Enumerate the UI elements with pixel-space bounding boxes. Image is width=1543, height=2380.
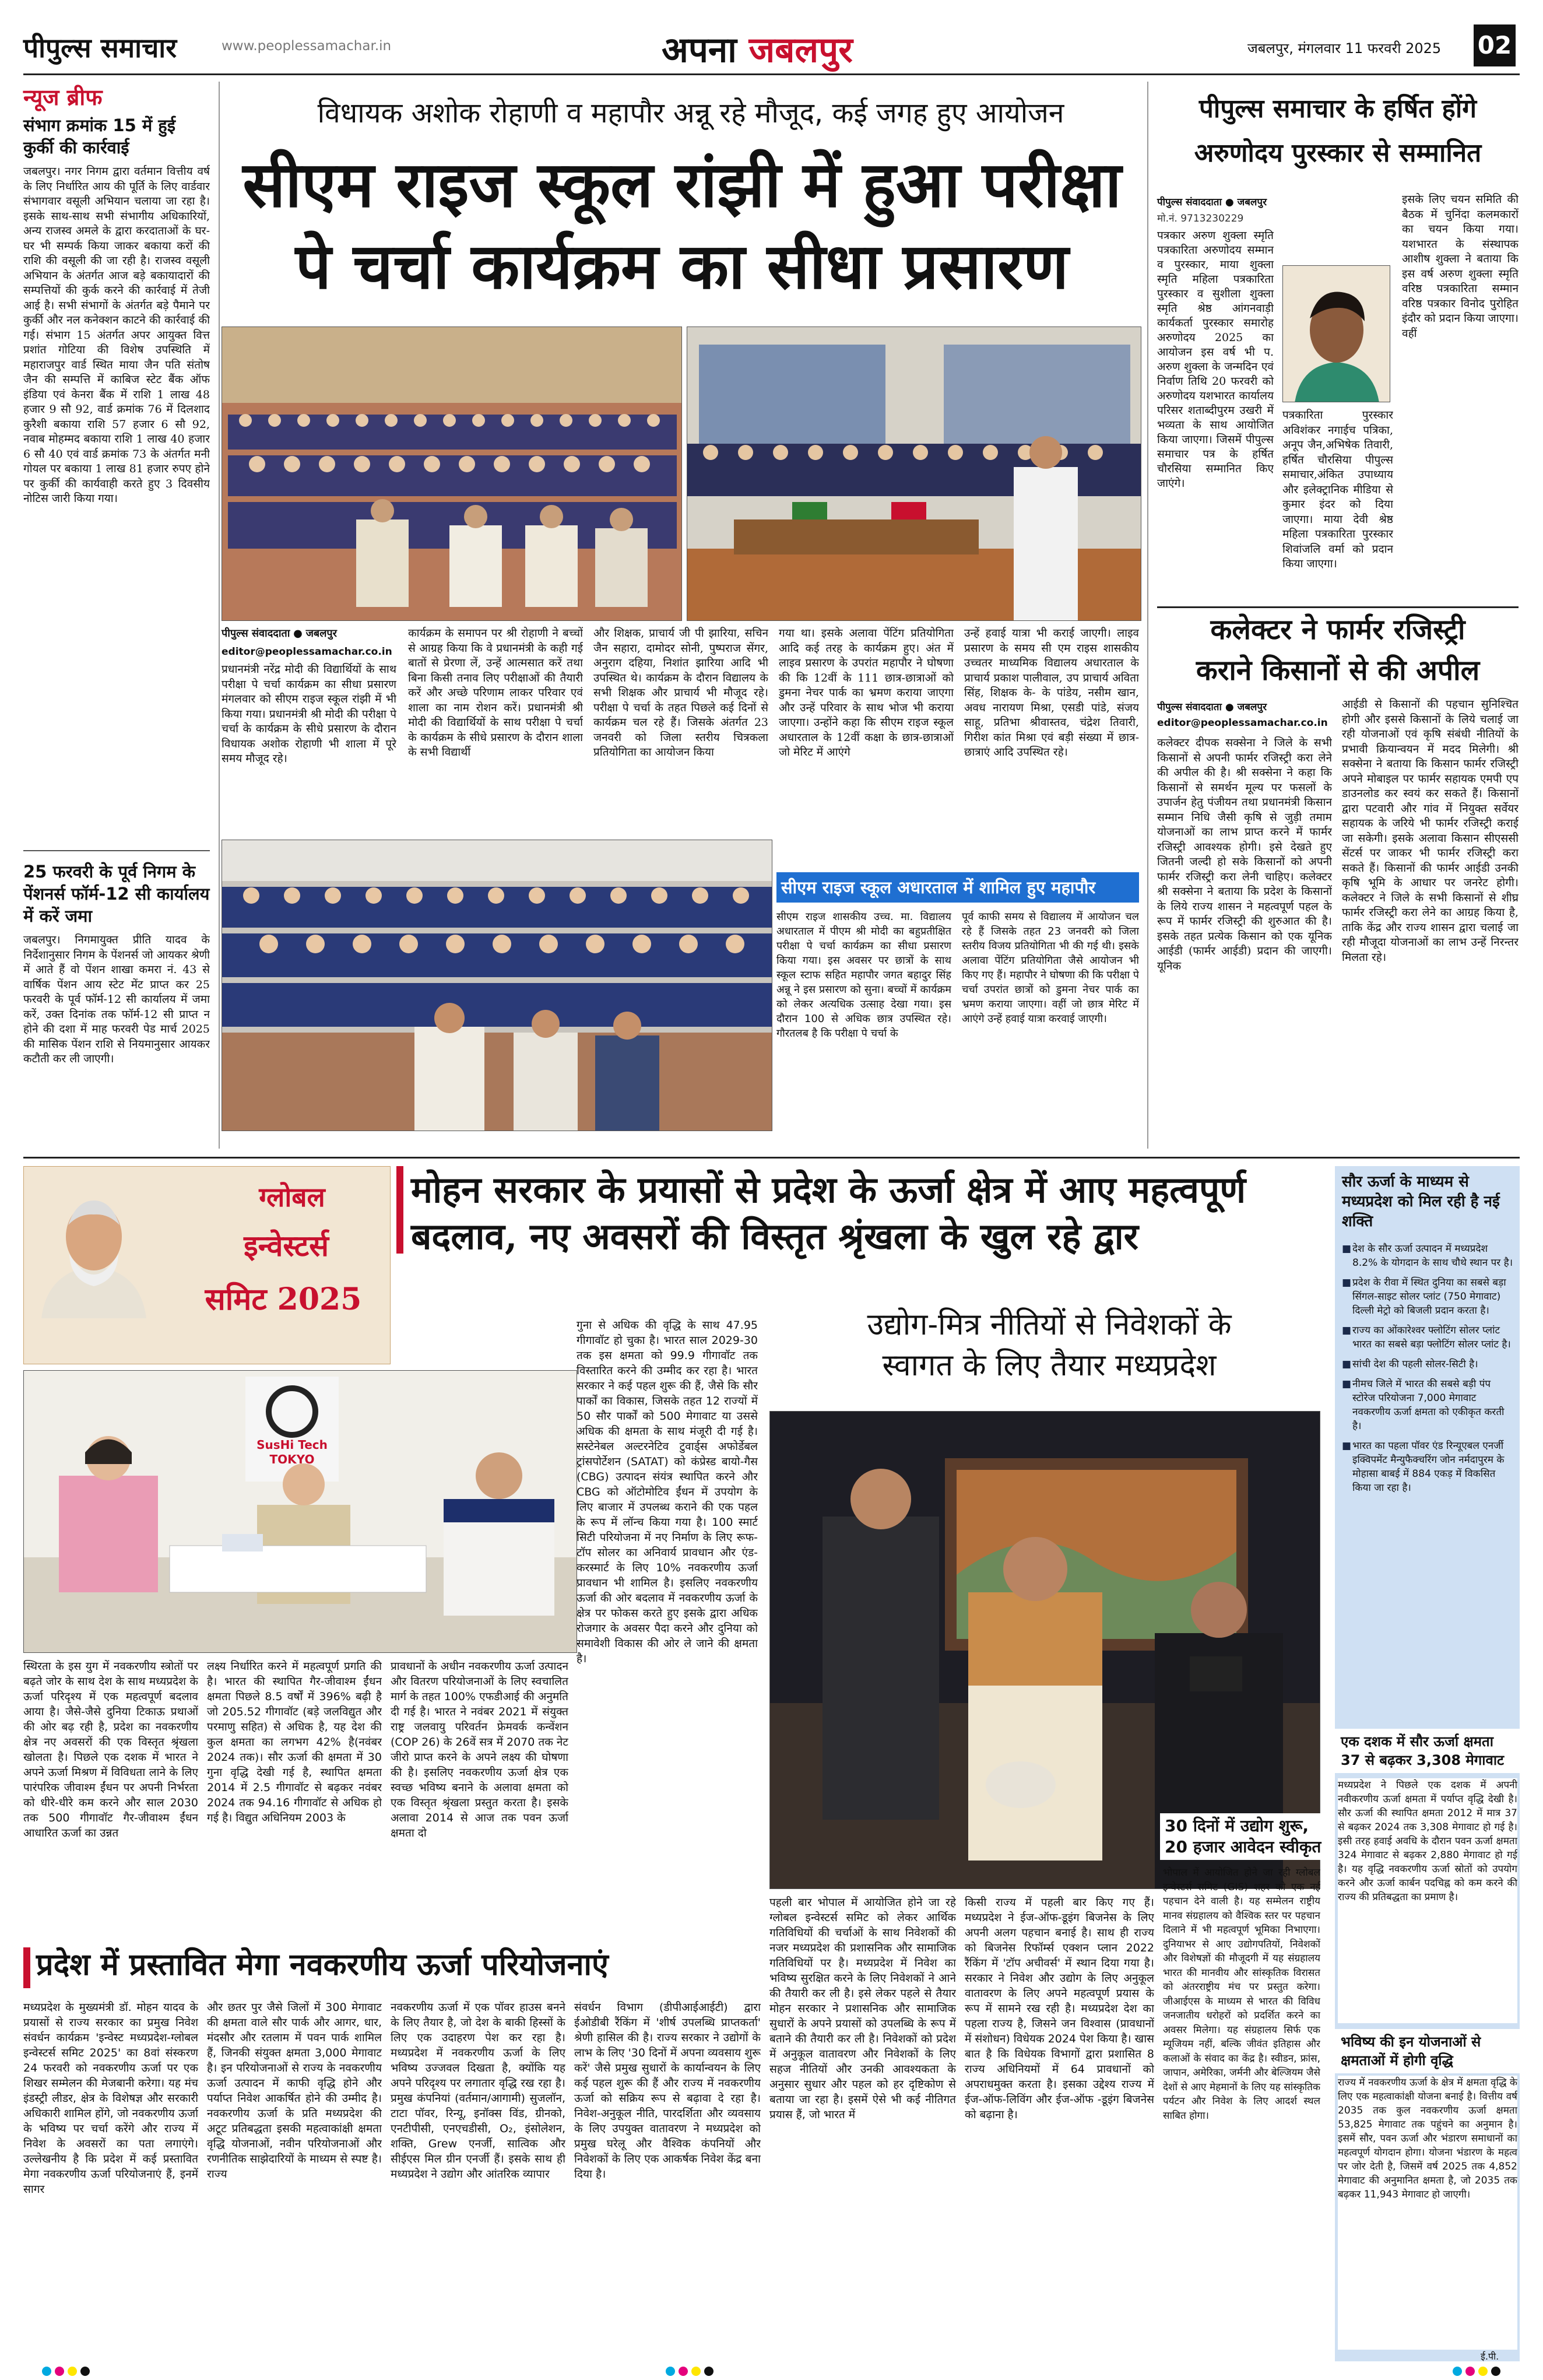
caption-line-2: 20 हजार आवेदन स्वीकृत xyxy=(1165,1837,1321,1856)
section-title xyxy=(662,24,853,72)
gis-photo-caption xyxy=(1160,1813,1326,1860)
bullet-item: ■ प्रदेश के रीवा में स्थित दुनिया का सबसे बड़ा सिंगल-साइट सोलर प्लांट (750 मेगावाट) दिल्ली मेट्रो को बिजली प्रदान करता है। xyxy=(1342,1277,1506,1317)
bullet-item: ■ राज्य का ओंकारेश्वर फ्लोटिंग सोलर प्लांट भारत का सबसे बड़ा फ्लोटिंग सोलर प्लांट है। xyxy=(1342,1325,1511,1350)
byline-name: पीपुल्स संवाददाता xyxy=(1157,701,1222,713)
gis-badge-line-3: समिट 2025 xyxy=(205,1282,362,1317)
sub-story-headline: सीएम राइज स्कूल अधारताल में शामिल हुए महापौर xyxy=(776,872,1139,903)
bullet-item: ■ भारत का पहला पॉवर एंड रिन्यूएबल एनर्जी इक्विपमेंट मैन्युफैक्चरिंग जोन नर्मदापुरम के मोहासा बाबई में 884 एकड़ में विकसित किया जा रहा है। xyxy=(1342,1440,1505,1494)
sidebar-para-2: मध्यप्रदेश ने पिछले एक दशक में अपनी नवीकरणीय ऊर्जा क्षमता में पर्याप्त वृद्धि देखी है। सौर ऊर्जा की स्थापित क्षमता 2012 में मात्र 37 से बढ़कर 2024 तक 3,308 मेगावाट हो गई है। इसी तरह हवाई अवधि के दौरान पवन ऊर्जा क्षमता 324 मेगावाट से बढ़कर 2,880 मेगावाट हो गई है। यह वृद्धि नवकरणीय ऊर्जा स्रोतों को उपयोग करने और ऊर्जा कार्बन पदचिह्न को कम करने की राज्य की प्रतिबद्धता का प्रमाण है। xyxy=(1338,1778,1517,2023)
sidebar-subhead-2: एक दशक में सौर ऊर्जा क्षमता 37 से बढ़कर 3,308 मेगावाट xyxy=(1335,1729,1520,1773)
col-divider xyxy=(1147,82,1148,1149)
gis-meeting-photo xyxy=(23,1370,577,1653)
bullet-text: राज्य का ओंकारेश्वर फ्लोटिंग सोलर प्लांट भारत का सबसे बड़ा फ्लोटिंग सोलर प्लांट है। xyxy=(1352,1325,1511,1350)
brief-2-body: जबलपुर। निगमायुक्त प्रीति यादव के निर्देशानुसार निगम के पेंशनर्स जो आयकर श्रेणी में आते हैं वो पेंशन शाखा कमरा नं. 43 से वार्षिक पेंशन आय स्टेट मेंट प्राप्त कर 25 फरवरी के पूर्व फॉर्म-12 सी कार्यालय में जमा करें, उक्त दिनांक तक फॉर्म-12 सी प्राप्त न होने की दशा में माह फरवरी पेड मार्च 2025 की मासिक पेंशन राशि से नियमानुसार आयकर कटौती कर ली जाएगी। xyxy=(23,933,210,1065)
byline-name: पीपुल्स संवाददाता xyxy=(222,627,290,640)
gis-badge xyxy=(23,1166,391,1364)
lead-col-4: गया था। इसके अलावा पेंटिंग प्रतियोगिता आदि कई तरह के कार्यक्रम हुए। अंत में लाइव प्रसारण के उपरांत महापौर ने घोषणा की कि 12वीं के 111 छात्र-छात्राओं को डुमना नेचर पार्क का भ्रमण कराया जाएगा और उन्हें परिवार के साथ भोज भी कराया जाएगा। उन्होंने कहा कि सीएम राइज स्कूल अधारताल के 12वीं कक्षा के छात्र-छात्राओं जो मेरिट में आएंगे xyxy=(779,627,954,759)
byline-city: जबलपुर xyxy=(1237,701,1267,713)
gis-bottom-col-2: किसी राज्य में पहली बार किए गए हैं। मध्यप्रदेश ने ईज-ऑफ-डूइंग बिजनेस के लिए अपनी अलग पहचान बनाई है। साथ ही राज्य को बिजनेस रिफॉर्म्स एक्शन प्लान 2022 रैंकिंग में 'टॉप अचीवर्स' में स्थान दिया गया है। सरकार ने निवेश और उद्योग के लिए अनुकूल वातावरण के लिए अपने महत्वपूर्ण प्रयास के रूप में सामने रख रही है। मध्यप्रदेश देश का पहला राज्य है, जिसने जन विश्वास (प्रावधानों में संशोधन) विधेयक 2024 पेश किया है। खास बात है कि विधेयक विभागों द्वारा प्रशासित 8 राज्य अधिनियमों में 64 प्रावधानों को अपराधमुक्त करता है। इसका उद्देश्य राज्य में ईज-ऑफ-लिविंग और ईज-ऑफ -डूइंग बिजनेस को बढ़ाना है। xyxy=(965,1896,1154,2121)
byline-name: पीपुल्स संवाददाता xyxy=(1157,196,1222,208)
sidebar-subhead-3: भविष्य की इन योजनाओं से क्षमताओं में होगी वृद्धि xyxy=(1335,2029,1520,2073)
dateline: जबलपुर, मंगलवार 11 फरवरी 2025 xyxy=(1247,40,1442,57)
section-prefix: अपना xyxy=(662,30,737,71)
award-col-1: पत्रकार अरुण शुक्ला स्मृति पत्रकारिता अरुणोदय सम्मान व पुरस्कार, माया शुक्ला स्मृति महिला पत्रकारिता पुरस्कार व सुशीला शुक्ला स्मृति श्रेष्ठ आंगनवाड़ी कार्यकर्ता पुरस्कार समारोह अरुणोदय 2025 का आयोजन इस वर्ष भी प. अरुण शुक्ला के जन्मदिन एवं निर्वाण तिथि 20 फरवरी को अरुणोदय यशभारत कार्यालय परिसर शताब्दीपुरम उखरी में भव्यता के साथ आयोजित किया जाएगा। जिसमें पीपुल्स समाचार पत्र के हर्षित चौरसिया सम्मानित किए जाएंगे। xyxy=(1157,229,1274,490)
collector-byline: पीपुल्स संवाददाता ● जबलपुर xyxy=(1157,701,1267,713)
lead-headline-1: सीएम राइज स्कूल रांझी में हुआ परीक्षा xyxy=(242,149,1122,222)
gis-right-col: भोपाल में आयोजित होने जा रही ग्लोबल इन्वेस्टर्स समिट (GIS) शहर को एक नई पहचान देने वाली है। यह सम्मेलन राष्ट्रीय मानव संग्रहालय को वैश्विक स्तर पर पहचान दिलाने में भी महत्वपूर्ण भूमिका निभाएगा। दुनियाभर से आए उद्योगपतियों, निवेशकों और विशेषज्ञों की मौजूदगी में यह संग्रहालय भारत की मानवीय और सांस्कृतिक विरासत को अंतरराष्ट्रीय मंच पर प्रस्तुत करेगा। जीआईएस के माध्यम से भारत की विविध जनजातीय धरोहरों को प्रदर्शित करने का अवसर मिलेगा। यह संग्रहालय सिर्फ एक म्यूजियम नहीं, बल्कि जीवंत इतिहास और कलाओं के संवाद का केंद्र है। स्वीडन, फ्रांस, जापान, अमेरिका, जर्मनी और बेल्जियम जैसे देशों से आए मेहमानों के लिए यह सांस्कृतिक पर्यटन और निवेश के लिए आदर्श स्थल साबित होगा। xyxy=(1163,1867,1320,2122)
lead-photo-students xyxy=(222,840,772,1131)
bullet-text: देश के सौर ऊर्जा उत्पादन में मध्यप्रदेश 8.2% के योगदान के साथ चौथे स्थान पर है। xyxy=(1352,1243,1513,1269)
gis-badge-line-1: ग्लोबल xyxy=(259,1181,325,1213)
caption-line-1: 30 दिनों में उद्योग शुरू, xyxy=(1165,1816,1309,1835)
brief-divider xyxy=(23,850,210,851)
lead-photo-mayor xyxy=(687,327,1141,621)
collector-email: editor@peoplessamachar.co.in xyxy=(1157,717,1328,729)
sign-text-2: TOKYO xyxy=(269,1452,315,1466)
bullet-text: सांची देश की पहली सोलर-सिटी है। xyxy=(1352,1359,1478,1370)
gis-subhead-1: उद्योग-मित्र नीतियों से निवेशकों के xyxy=(867,1307,1232,1342)
lead-kicker: विधायक अशोक रोहाणी व महापौर अन्नू रहे मौजूद, कई जगह हुए आयोजन xyxy=(317,97,1064,129)
byline-city: जबलपुर xyxy=(1237,196,1267,208)
lead-col-1: प्रधानमंत्री नरेंद्र मोदी की विद्यार्थियों के साथ परीक्षा पे चर्चा कार्यक्रम का सीधा प्रसारण मंगलवार को सीएम राइज स्कूल रांझी में भी किया गया। प्रधानमंत्री श्री मोदी की परीक्षा पे चर्चा के कार्यक्रम के सीधे प्रसारण के दौरान विधायक अशोक रोहाणी भी शाला में पूरे समय मौजूद रहे। xyxy=(222,663,396,765)
sidebar-bullets xyxy=(1342,1242,1514,1501)
mega-col-4: संवर्धन विभाग (डीपीआईआईटी) द्वारा ईओडीबी रैंकिंग में 'शीर्ष उपलब्धि प्राप्तकर्ता' श्रेणी हासिल की है। राज्य सरकार ने उद्योगों के लाभ के लिए '30 दिनों में अपना व्यवसाय शुरू करें' जैसे प्रमुख सुधारों के कार्यान्वयन के लिए कई पहल शुरू की हैं और राज्य में नवकरणीय ऊर्जा को सक्रिय रूप से बढ़ावा दे रहा है। निवेश-अनुकूल नीति, पारदर्शिता और व्यवसाय के लिए उपयुक्त वातावरण ने मध्यप्रदेश को प्रमुख घरेलू और वैश्विक कंपनियों और निवेशकों के लिए एक आकर्षक निवेश केंद्र बना दिया है। xyxy=(574,2001,761,2181)
masthead-rule xyxy=(23,73,1520,75)
award-portrait xyxy=(1282,265,1390,402)
sidebar-para-3: राज्य में नवकरणीय ऊर्जा के क्षेत्र में क्षमता वृद्धि के लिए एक महत्वाकांक्षी योजना बनाई है। वित्तीय वर्ष 2035 तक कुल नवकरणीय ऊर्जा क्षमता 53,825 मेगावाट तक पहुंचने का अनुमान है। इसमें सौर, पवन ऊर्जा और भंडारण समाधानों का महत्वपूर्ण योगदान होगा। योजना भंडारण के महत्व पर जोर देती है, जिसमें वर्ष 2025 तक 4,852 मेगावाट की अनुमानित क्षमता है, जो 2035 तक बढ़कर 11,943 मेगावाट हो जाएगी। xyxy=(1338,2076,1517,2350)
gis-bottom-col-1: पहली बार भोपाल में आयोजित होने जा रहे ग्लोबल इन्वेस्टर्स समिट को लेकर आर्थिक गतिविधियों की चर्चाओं के साथ निवेशकों की नजर मध्यप्रदेश की प्रशासनिक और सामाजिक गतिविधियों पर है। मध्यप्रदेश में निवेश का भविष्य सुरक्षित करने के लिए निवेशकों ने आने की तैयारी कर ली है। इसे लेकर पहले से तैयार मोहन सरकार ने प्रशासनिक और सामाजिक सुधारों के अपने प्रयासों को उपलब्धि के रूप में बताने की तैयारी कर ली है। निवेशकों को प्रदेश में अनुकूल वातावरण और निवेशकों के लिए सहज नीतियों और उनकी आवश्यकता के अनुसार सुधार और पहल को हर दृष्टिकोण से बताया जा रहा है। इसमें ऐसे भी कई नीतिगत प्रयास हैं, जो भारत में xyxy=(769,1896,956,2121)
section-city: जबलपुर xyxy=(748,30,853,71)
sign-text-1: SusHi Tech xyxy=(256,1438,328,1452)
gis-badge-line-2: इन्वेस्टर्स xyxy=(244,1228,329,1263)
masthead xyxy=(23,24,1520,71)
mega-col-1: मध्यप्रदेश के मुख्यमंत्री डॉ. मोहन यादव के प्रयासों से राज्य सरकार का प्रमुख निवेश संवर्धन कार्यक्रम 'इन्वेस्ट मध्यप्रदेश-ग्लोबल इन्वेस्टर्स समिट 2025' का 8वां संस्करण 24 फरवरी को नवकरणीय ऊर्जा पर एक शिखर सम्मेलन की मेजबानी करेगा। यह मंच इंडस्ट्री लीडर, क्षेत्र के विशेषज्ञ और सरकारी अधिकारी शामिल होंगे, जो नवकरणीय ऊर्जा के भविष्य पर चर्चा करेंगे और राज्य में निवेश के अवसरों का पता लगाएंगे। उल्लेखनीय है कि प्रदेश में कई प्रस्तावित मेगा नवकरणीय ऊर्जा परियोजनाएं हैं, इनमें सागर xyxy=(23,2001,198,2196)
col-divider xyxy=(219,82,220,1149)
bullet-item: ■ नीमच जिले में भारत की सबसे बड़ी पंप स्टोरेज परियोजना 7,000 मेगावाट नवकरणीय ऊर्जा क्षमता को एकीकृत करती है। xyxy=(1342,1378,1505,1432)
award-byline: पीपुल्स संवाददाता ● जबलपुर xyxy=(1157,196,1267,208)
sidebar-headline: सौर ऊर्जा के माध्यम से मध्यप्रदेश को मिल रही है नई शक्ति xyxy=(1342,1173,1500,1230)
mega-col-2: और छतर पुर जैसे जिलों में 300 मेगावाट की क्षमता वाले सौर पार्क और आगर, धार, मंदसौर और रतलाम में पवन पार्क शामिल हैं, जिनकी संयुक्त क्षमता 3,000 मेगावाट है। इन परियोजनाओं से राज्य के नवकरणीय ऊर्जा उत्पादन में काफी वृद्धि होने और पर्याप्त निवेश आकर्षित होने की उम्मीद है। नवकरणीय ऊर्जा के प्रति मध्यप्रदेश की अटूट प्रतिबद्धता इसकी महत्वाकांक्षी क्षमता वृद्धि योजनाओं, नवीन परियोजनाओं और रणनीतिक साझेदारियों के माध्यम से स्पष्ट है। राज्य xyxy=(207,2001,382,2181)
bullet-text: नीमच जिले में भारत की सबसे बड़ी पंप स्टोरेज परियोजना 7,000 मेगावाट नवकरणीय ऊर्जा क्षमता को एकीकृत करती है। xyxy=(1352,1378,1505,1432)
brief-2-title: 25 फरवरी के पूर्व निगम के पेंशनर्स फॉर्म-12 सी कार्यालय में करें जमा xyxy=(23,862,210,926)
news-brief-label: न्यूज ब्रीफ xyxy=(23,85,103,110)
gis-headline-bar xyxy=(396,1166,403,1254)
sub-story-col-1: सीएम राइज शासकीय उच्च. मा. विद्यालय अधारताल में पीएम श्री मोदी का बहुप्रतीक्षित परीक्षा पे चर्चा कार्यक्रम का सीधा प्रसारण किया गया। इस अवसर पर छात्रों के साथ स्कूल स्टाफ सहित महापौर जगत बहादुर सिंह अन्नू ने इस प्रसारण को सुना। बच्चों में कार्यक्रम को लेकर अत्यधिक उत्साह देखा गया। इस दौरान 100 से अधिक छात्र उपस्थित रहे। गौरतलब है कि परीक्षा पे चर्चा के xyxy=(776,911,951,1040)
page-number: 02 xyxy=(1474,24,1516,66)
lead-email: editor@peoplessamachar.co.in xyxy=(222,646,392,658)
gis-col-3: प्रावधानों के अधीन नवकरणीय ऊर्जा उत्पादन और वितरण परियोजनाओं के लिए स्वचालित मार्ग के तहत 100% एफडीआई की अनुमति दी गई है। भारत ने नवंबर 2021 में संयुक्त राष्ट्र जलवायु परिवर्तन फ्रेमवर्क कन्वेंशन (COP 26) के 26वें सत्र में 2070 तक नेट जीरो प्राप्त करने के अपने लक्ष्य की घोषणा की है। इसलिए नवकरणीय ऊर्जा क्षेत्र एक स्वच्छ भविष्य बनाने के अलावा क्षमता को एक विस्तृत श्रृंखला प्रस्तुत करता है। इसके अलावा 2014 से आज तक पवन ऊर्जा क्षमता दो xyxy=(391,1660,568,1840)
modi-portrait xyxy=(36,1178,152,1318)
color-registration-bar xyxy=(23,2366,1520,2377)
byline-city: जबलपुर xyxy=(305,627,338,640)
section-divider xyxy=(23,1157,1520,1159)
bullet-text: भारत का पहला पॉवर एंड रिन्यूएबल एनर्जी इक्विपमेंट मैन्युफैक्चरिंग जोन नर्मदापुरम के मोहासा बाबई में 884 एकड़ में विकसित किया जा रहा है। xyxy=(1352,1440,1505,1494)
award-headline-2: अरुणोदय पुरस्कार से सम्मानित xyxy=(1194,138,1482,168)
lead-headline-2: पे चर्चा कार्यक्रम का सीधा प्रसारण xyxy=(295,230,1069,303)
collector-headline-1: कलेक्टर ने फार्मर रजिस्ट्री xyxy=(1210,613,1465,646)
mega-headline-bar xyxy=(23,1947,30,1988)
award-headline-1: पीपुल्स समाचार के हर्षित होंगे xyxy=(1198,94,1477,124)
bullet-item: ■ देश के सौर ऊर्जा उत्पादन में मध्यप्रदेश 8.2% के योगदान के साथ चौथे स्थान पर है। xyxy=(1342,1243,1513,1269)
gis-col-2: लक्ष्य निर्धारित करने में महत्वपूर्ण प्रगति की है। भारत की स्थापित गैर-जीवाश्म ईंधन क्षमता पिछले 8.5 वर्षों में 396% बढ़ी है जो 205.52 गीगावॉट (बड़े जलविद्युत और परमाणु सहित) से अधिक है, यह देश की कुल क्षमता का लगभग 42% है(नवंबर 2024 तक)। सौर ऊर्जा की क्षमता में 30 गुना वृद्धि देखी गई है, स्थापित क्षमता 2014 में 2.5 गीगावॉट से बढ़कर नवंबर 2024 तक 94.16 गीगावॉट से अधिक हो गई है। विद्युत अधिनियम 2003 के xyxy=(207,1660,382,1824)
brief-1-title: संभाग क्रमांक 15 में हुई कुर्की की कार्रवाई xyxy=(23,115,175,157)
mega-col-3: नवकरणीय ऊर्जा में एक पॉवर हाउस बनने के लिए तैयार है, जो देश के बाकी हिस्सों के लिए एक उदाहरण पेश कर रहा है। मध्यप्रदेश में नवकरणीय ऊर्जा के लिए भविष्य उज्जवल दिखता है, क्योंकि यह अपने परिदृश्य पर लगातार वृद्धि रख रहा है। प्रमुख कंपनियां (वर्तमान/आगामी) सुजलॉन, टाटा पॉवर, रिन्यू, इनॉक्स विंड, ग्रीनको, एनटीपीसी, एनएचडीसी, O₂, इंसोलेशन, शक्ति, Grew एनर्जी, सात्विक और सीईएस मिल ग्रीन एनर्जी हैं। इसके साथ ही मध्यप्रदेश ने उद्योग और आंतरिक व्यापार xyxy=(391,2001,565,2181)
mega-headline: प्रदेश में प्रस्तावित मेगा नवकरणीय ऊर्जा परियोजनाएं xyxy=(36,1947,609,1982)
collector-col-2: आईडी से किसानों की पहचान सुनिश्चित होगी और इससे किसानों के लिये चलाई जा रही योजनाओं एवं कृषि संबंधी नीतियों के प्रभावी क्रियान्वयन में मदद मिलेगी। श्री सक्सेना ने बताया कि किसान फार्मर रजिस्ट्री अपने मोबाइल पर फार्मर सहायक एमपी एप डाउनलोड कर स्वयं कर सकते हैं। किसानों द्वारा पटवारी और गांव में नियुक्त सर्वेयर सहायक के जरिये भी फार्मर रजिस्ट्री कराई जा सकेगी। इसके अलावा किसान सीएससी सेंटर्स पर जाकर भी फार्मर रजिस्ट्री करा सकते हैं। किसानों की फार्मर आईडी उनकी कृषि भूमि के आधार पर जनरेट होगी। कलेक्टर ने जिले के सभी किसानों से शीघ्र फार्मर रजिस्ट्री करा लेने का आग्रह किया है, ताकि केंद्र और राज्य शासन द्वारा चलाई जा रही मौजूदा योजनाओं का लाभ उन्हें निरन्तर मिलता रहे। xyxy=(1342,698,1519,964)
lead-col-2: कार्यक्रम के समापन पर श्री रोहाणी ने बच्चों से आग्रह किया कि वे प्रधानमंत्री के कही गई बातों से प्रेरणा लें, उन्हें आत्मसात करें तथा बिना किसी तनाव लिए परीक्षाओं की तैयारी करें और अच्छे परिणाम लाकर परिवार एवं शाला का नाम रोशन करें। प्रधानमंत्री श्री मोदी की विद्यार्थियों के साथ परीक्षा पे चर्चा के कार्यक्रम के सीधे प्रसारण के दौरान शाला के सभी विद्यार्थी xyxy=(408,627,583,759)
sidebar-signoff: ई.पी. xyxy=(1481,2351,1499,2362)
bullet-item: ■ सांची देश की पहली सोलर-सिटी है। xyxy=(1342,1359,1478,1370)
right-divider xyxy=(1157,606,1519,608)
collector-col-1: कलेक्टर दीपक सक्सेना ने जिले के सभी किसानों से अपनी फार्मर रजिस्ट्री करा लेने की अपील की है। श्री सक्सेना ने कहा कि किसानों से समर्थन मूल्य पर फसलों के उपार्जन हेतु पंजीयन तथा प्रधानमंत्री किसान सम्मान निधि जैसी कृषि से जुड़ी तमाम योजनाओं का लाभ प्राप्त करने में फार्मर रजिस्ट्री आवश्यक होगी। इसे देखते हुए जितनी जल्दी हो सके किसानों को अपनी फार्मर रजिस्ट्री करा लेनी चाहिए। कलेक्टर श्री सक्सेना ने बताया कि प्रदेश के किसानों के लिये राज्य शासन ने महत्वपूर्ण पहल के रूप में फार्मर रजिस्ट्री की शुरुआत की है। इसके तहत प्रत्येक किसान को एक यूनिक आईडी (फार्मर आईडी) प्रदान की जाएगी। यूनिक xyxy=(1157,736,1332,973)
gis-col-top: गुना से अधिक की वृद्धि के साथ 47.95 गीगावॉट हो चुका है। भारत साल 2029-30 तक इस क्षमता को 99.9 गीगावॉट तक विस्तारित करने की उम्मीद कर रहा है। भारत सरकार ने कई पहल शुरू की हैं, जैसे कि सौर पार्कों का विकास, जिसके तहत 12 राज्यों में 50 सौर पार्कों को 500 मेगावाट या उससे अधिक की क्षमता के साथ मंजूरी दी गई है। सस्टेनेबल अल्टरनेटिव टुवार्ड्स अफोर्डेबल ट्रांसपोर्टेशन (SATAT) को कंप्रेस्ड बायो-गैस (CBG) उत्पादन संयंत्र स्थापित करने और CBG को ऑटोमोटिव ईंधन में उपयोग के लिए बाजार में उपलब्ध कराने की एक पहल के रूप में लॉन्च किया गया है। 100 स्मार्ट सिटी परियोजना में नए निर्माण के लिए रूफ-टॉप सोलर का अनिवार्य प्रावधान और एंड-करस्मार्ट के लिए 10% नवकरणीय ऊर्जा प्रावधान भी शामिल है। इसलिए नवकरणीय ऊर्जा की ओर बदलाव में नवकरणीय ऊर्जा के क्षेत्र पर फोकस करते हुए इसके द्वारा अधिक रोजगार के अवसर पैदा करने और दुनिया को समावेशी विकास की ओर ले जाने की क्षमता है। xyxy=(577,1319,758,1665)
gis-headline-2: बदलाव, नए अवसरों की विस्तृत श्रृंखला के खुल रहे द्वार xyxy=(411,1215,1139,1258)
lead-photo-audience xyxy=(222,327,682,621)
award-col-2: पत्रकारिता पुरस्कार अविशंकर नगाईच पत्रिका, अनूप जैन,अभिषेक तिवारी, हर्षित चौरसिया पीपुल्स समाचार,अंकित उपाध्याय और इलेक्ट्रानिक मीडिया से कुमार इंदर को दिया जाएगा। माया देवी श्रेष्ठ महिला पत्रकारिता पुरस्कार शिवांजलि वर्मा को प्रदान किया जाएगा। xyxy=(1282,409,1393,570)
site-url: www.peoplessamachar.in xyxy=(222,38,392,54)
gis-subhead-2: स्वागत के लिए तैयार मध्यप्रदेश xyxy=(882,1348,1217,1383)
brand-logo: पीपुल्स समाचार xyxy=(23,32,177,64)
lead-byline: पीपुल्स संवाददाता ● जबलपुर xyxy=(222,627,338,640)
sub-story-col-2: पूर्व काफी समय से विद्यालय में आयोजन चल रहे हैं जिसके तहत 23 जनवरी को जिला स्तरीय विजय प्रतियोगिता भी की गई थी। इसके अलावा पेंटिंग प्रतियोगिता जैसे आयोजन भी किए गए हैं। महापौर ने घोषणा की कि परीक्षा पे चर्चा उपरांत छात्रों को डुमना नेचर पार्क का भ्रमण कराया जाएगा। वहीं जो छात्र मेरिट में आएंगे उन्हें हवाई यात्रा करवाई जाएगी। xyxy=(962,911,1139,1025)
award-col-3: इसके लिए चयन समिति की बैठक में चुनिंदा कलमकारों का चयन किया गया। यशभारत के संस्थापक आशीष शुक्ला ने बताया कि इस वर्ष अरुण शुक्ला स्मृति वरिष्ठ पत्रकारिता सम्मान वरिष्ठ पत्रकार विनोद पुरोहित इंदौर को प्रदान किया जाएगा। वहीं xyxy=(1402,193,1519,340)
brief-1-body: जबलपुर। नगर निगम द्वारा वर्तमान वित्तीय वर्ष के लिए निर्धारित आय की पूर्ति के लिए वार्डवार संभागवार वसूली अभियान चलाया जा रहा है। इसके साथ-साथ सभी संभागीय अधिकारियों, अन्य राजस्व अमले के द्वारा करदाताओं के घर-घर भी सम्पर्क किया जाकर बकाया करों की राशि की वसूली की जा रही है। राजस्व वसूली अभियान के अंतर्गत आज बड़े बकायादारों की सम्पत्तियों की कुर्क करने की कार्रवाई में तेजी आई है। सभी संभागों के अंतर्गत बड़े पैमाने पर कुर्की और नल कनेक्शन काटने की कार्रवाई की गई। संभाग 15 अंतर्गत अपर आयुक्त वित्त प्रशांत गोटिया की विशेष उपस्थिति में महाराजपुर वार्ड स्थित माया जैन पति संतोष जैन की सम्पत्ति में काबिज स्टेट बैंक ऑफ इंडिया एवं केनरा बैंक में राशि 1 लाख 48 हजार 9 सौ 92, वार्ड क्रमांक 76 में दिलशाद कुरैशी बकाया राशि 57 हजार 6 सौ 92, नवाब मोहम्मद बकाया राशि 1 लाख 40 हजार 6 सौ 40 एवं वार्ड क्रमांक 73 के अंतर्गत मनी गोयल पर बकाया 1 लाख 81 हजार रुपए होने पर कुर्की की कार्यवाही करते हुए 3 दिवसीय नोटिस जारी किया गया। xyxy=(23,165,210,505)
gis-headline-1: मोहन सरकार के प्रयासों से प्रदेश के ऊर्जा क्षेत्र में आए महत्वपूर्ण xyxy=(411,1168,1246,1211)
award-phone: मो.नं. 9713230229 xyxy=(1157,213,1244,224)
collector-headline-2: कराने किसानों से की अपील xyxy=(1196,654,1480,687)
gis-col-1: स्थिरता के इस युग में नवकरणीय स्त्रोतों पर बढ़ते जोर के साथ देश के साथ मध्यप्रदेश के ऊर्जा परिदृश्य में एक महत्वपूर्ण बदलाव आया है। जैसे-जैसे दुनिया टिकाऊ प्रथाओं की ओर बढ़ रही है, प्रदेश का नवकरणीय क्षेत्र नए अवसरों की एक विस्तृत श्रृंखला खोलता है। पिछले एक दशक में भारत ने अपने ऊर्जा मिश्रण में विविधता लाने के लिए पारंपरिक जीवाश्म ईंधन पर अपनी निर्भरता को धीरे-धीरे कम करने और साल 2030 तक 500 गीगावॉट गैर-जीवाश्म ईंधन आधारित ऊर्जा का उन्नत xyxy=(23,1660,198,1840)
lead-col-3: और शिक्षक, प्राचार्य जी पी झारिया, सचिन जैन सहारा, दामोदर सोनी, पुष्पराज सेंगर, अनुराग दहिया, निशांत झारिया आदि भी उपस्थित थे। कार्यक्रम के दौरान विद्यालय के सभी शिक्षक और प्राचार्य भी मौजूद रहे। परीक्षा पे चर्चा के तहत पिछले कई दिनों से कार्यक्रम चल रहे हैं। जिसके अंतर्गत 23 जनवरी को जिला स्तरीय चित्रकला प्रतियोगिता का आयोजन किया xyxy=(593,627,768,759)
bullet-text: प्रदेश के रीवा में स्थित दुनिया का सबसे बड़ा सिंगल-साइट सोलर प्लांट (750 मेगावाट) दिल्ली मेट्रो को बिजली प्रदान करता है। xyxy=(1352,1277,1506,1317)
lead-col-5: उन्हें हवाई यात्रा भी कराई जाएगी। लाइव प्रसारण के समय सी एम राइस शासकीय उच्चतर माध्यमिक विद्यालय अधारताल के प्राचार्य प्रकाश पालीवाल, उप प्राचार्य अविता सिंह, शिक्षक के- के पांडेय, नसीम खान, अवध नारायण मिश्रा, एसडी पांडे, संजय साहू, प्रतिभा श्रीवास्तव, चंद्रेश तिवारी, गिरीश कांत मिश्रा एवं बड़ी संख्या में छात्र-छात्राएं आदि उपस्थित रहे। xyxy=(964,627,1139,759)
